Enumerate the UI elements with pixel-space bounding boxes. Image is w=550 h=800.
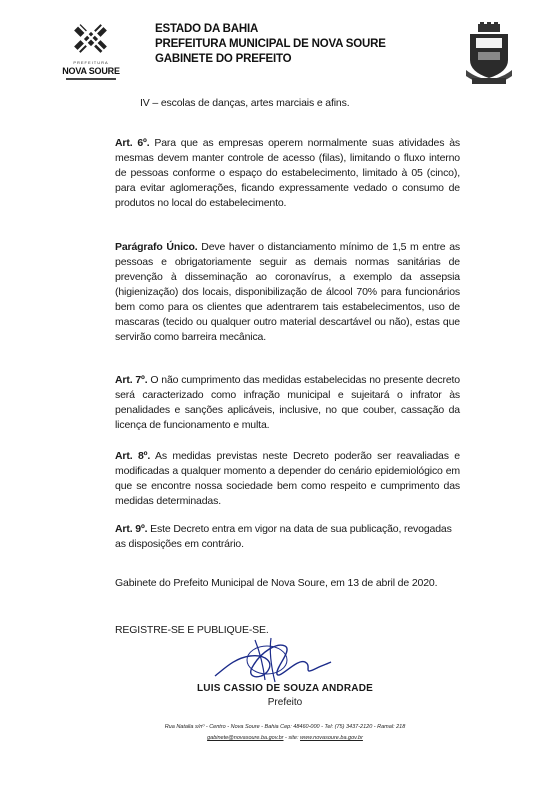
article-6-label: Art. 6º. (115, 137, 150, 149)
logo-small-text: PREFEITURA (73, 60, 109, 65)
article-9-text: Este Decreto entra em vigor na data de sua publicação, revogadas as disposições em contrário. (115, 523, 452, 550)
handwritten-signature (205, 628, 335, 688)
municipal-logo (58, 20, 124, 82)
header-office: GABINETE DO PREFEITO (155, 53, 292, 65)
paragraph-unico-text: Deve haver o distanciamento mínimo de 1,5 m entre as pessoas e obrigatoriamente seguir as demais normas sanitárias de prevenção à disseminação ao coronavírus, a exemplo da assepsia (higienização) dos locais, disponibilização de álcool 70% para funcionários bem como para os clientes que adentrarem tais estabelecimentos, uso de mascaras (tecido ou qualquer outro material descartável ou não), estas que servirão como barreira mecânica. (115, 241, 460, 343)
document-header (155, 22, 386, 67)
signer-name: LUIS CASSIO DE SOUZA ANDRADE (197, 683, 373, 694)
footer-contact (115, 735, 455, 741)
place-and-date: Gabinete do Prefeito Municipal de Nova Soure, em 13 de abril de 2020. (115, 577, 438, 589)
list-item-iv: IV – escolas de danças, artes marciais e afins. (140, 97, 350, 109)
article-7 (115, 373, 460, 433)
article-7-text: O não cumprimento das medidas estabelecidas no presente decreto será caracterizado como infração municipal e sujeitará o infrator às penalidades e sanções aplicáveis, inclusive, no que couber, cassação da licença de funcionamento e multa. (115, 374, 460, 431)
footer-site-link[interactable]: www.novasoure.ba.gov.br (300, 735, 363, 741)
article-8-label: Art. 8º. (115, 450, 151, 462)
article-8-text: As medidas previstas neste Decreto poderão ser reavaliadas e modificadas a qualquer momento a depender do cenário epidemiológico em que se encontre nossa sociedade bem como respeito e cumprimento das medidas determinadas. (115, 450, 460, 507)
footer-email-link[interactable]: gabinete@novasoure.ba.gov.br (207, 735, 284, 741)
logo-emblem-icon (72, 20, 110, 56)
registre-publique: REGISTRE-SE E PUBLIQUE-SE. (115, 624, 269, 636)
paragraph-unico (115, 240, 460, 345)
signer-role: Prefeito (267, 697, 303, 708)
footer-site-label: - site: (283, 735, 301, 741)
article-6-text: Para que as empresas operem normalmente suas atividades às mesmas devem manter controle de acesso (filas), limitando o fluxo interno de pessoas conforme o espaço do estabelecimento, limitado à 05 (cinco), para evitar aglomerações, ficando expressamente vedado o consumo de produtos no local do estabelecimento. (115, 137, 460, 209)
header-state: ESTADO DA BAHIA (155, 23, 259, 35)
article-6 (115, 136, 460, 211)
logo-underline (66, 78, 116, 80)
logo-name: NOVA SOURE (62, 66, 120, 76)
article-9-label: Art. 9º. (115, 523, 148, 535)
article-7-label: Art. 7º. (115, 374, 148, 386)
article-9 (115, 522, 460, 552)
header-prefecture: PREFEITURA MUNICIPAL DE NOVA SOURE (155, 38, 386, 50)
coat-of-arms-icon (464, 22, 514, 86)
article-8 (115, 449, 460, 509)
footer-address: Rua Natalia s/nº - Centro - Nova Soure - Bahia Cep: 48460-000 - Tel: (75) 3437-2120 - Ramal: 218 (164, 724, 406, 730)
paragraph-unico-label: Parágrafo Único. (115, 241, 198, 253)
